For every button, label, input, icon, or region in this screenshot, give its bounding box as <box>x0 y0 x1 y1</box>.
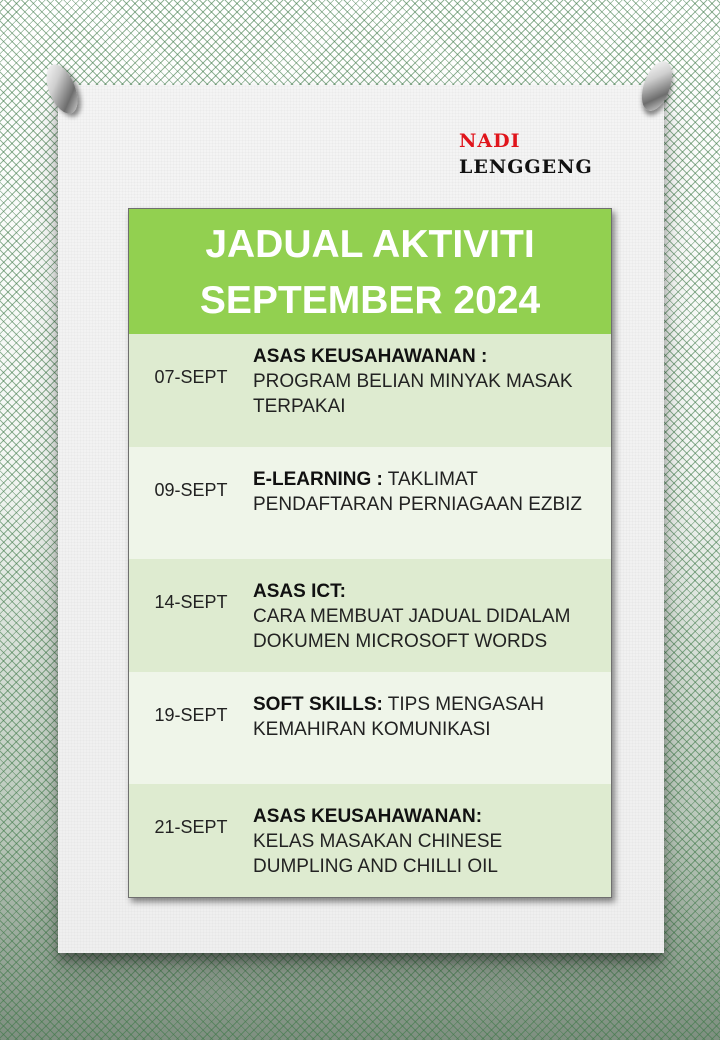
row-description <box>253 344 611 447</box>
row-detail: TAKLIMAT PENDAFTARAN PERNIAGAAN EZBIZ <box>253 468 583 515</box>
row-detail: KELAS MASAKAN CHINESE DUMPLING AND CHILLI OIL <box>253 831 503 878</box>
row-category: ASAS KEUSAHAWANAN: <box>253 806 483 828</box>
table-row <box>129 447 611 560</box>
row-category: E-LEARNING : <box>253 468 383 490</box>
header-title: JADUAL AKTIVITI <box>205 223 535 266</box>
row-detail: PROGRAM BELIAN MINYAK MASAK TERPAKAI <box>253 371 573 417</box>
logo <box>459 128 593 180</box>
row-date: 21-SEPT <box>154 817 228 838</box>
row-description <box>253 692 611 785</box>
row-description <box>253 467 611 560</box>
row-date: 19-SEPT <box>154 704 228 725</box>
row-detail: CARA MEMBUAT JADUAL DIDALAM DOKUMEN MICROSOFT WORDS <box>253 606 571 653</box>
table-row <box>129 672 611 785</box>
table-row <box>129 784 611 897</box>
table-row <box>129 334 611 447</box>
header-subtitle: SEPTEMBER 2024 <box>199 279 541 322</box>
table-header <box>129 209 611 334</box>
row-detail: TIPS MENGASAH KEMAHIRAN KOMUNIKASI <box>253 693 545 740</box>
row-date: 07-SEPT <box>154 367 228 387</box>
row-date: 09-SEPT <box>154 479 228 500</box>
row-description <box>253 579 611 672</box>
row-category: ASAS ICT: <box>253 581 346 603</box>
logo-line-nadi: NADI <box>459 130 521 152</box>
row-category: SOFT SKILLS: <box>253 693 383 715</box>
logo-line-lenggeng: LENGGENG <box>459 156 593 178</box>
table-rows <box>129 334 611 897</box>
row-category: ASAS KEUSAHAWANAN : <box>253 346 488 367</box>
schedule-table <box>128 208 612 898</box>
table-row <box>129 559 611 672</box>
row-description <box>253 804 611 897</box>
row-date: 14-SEPT <box>154 592 228 613</box>
